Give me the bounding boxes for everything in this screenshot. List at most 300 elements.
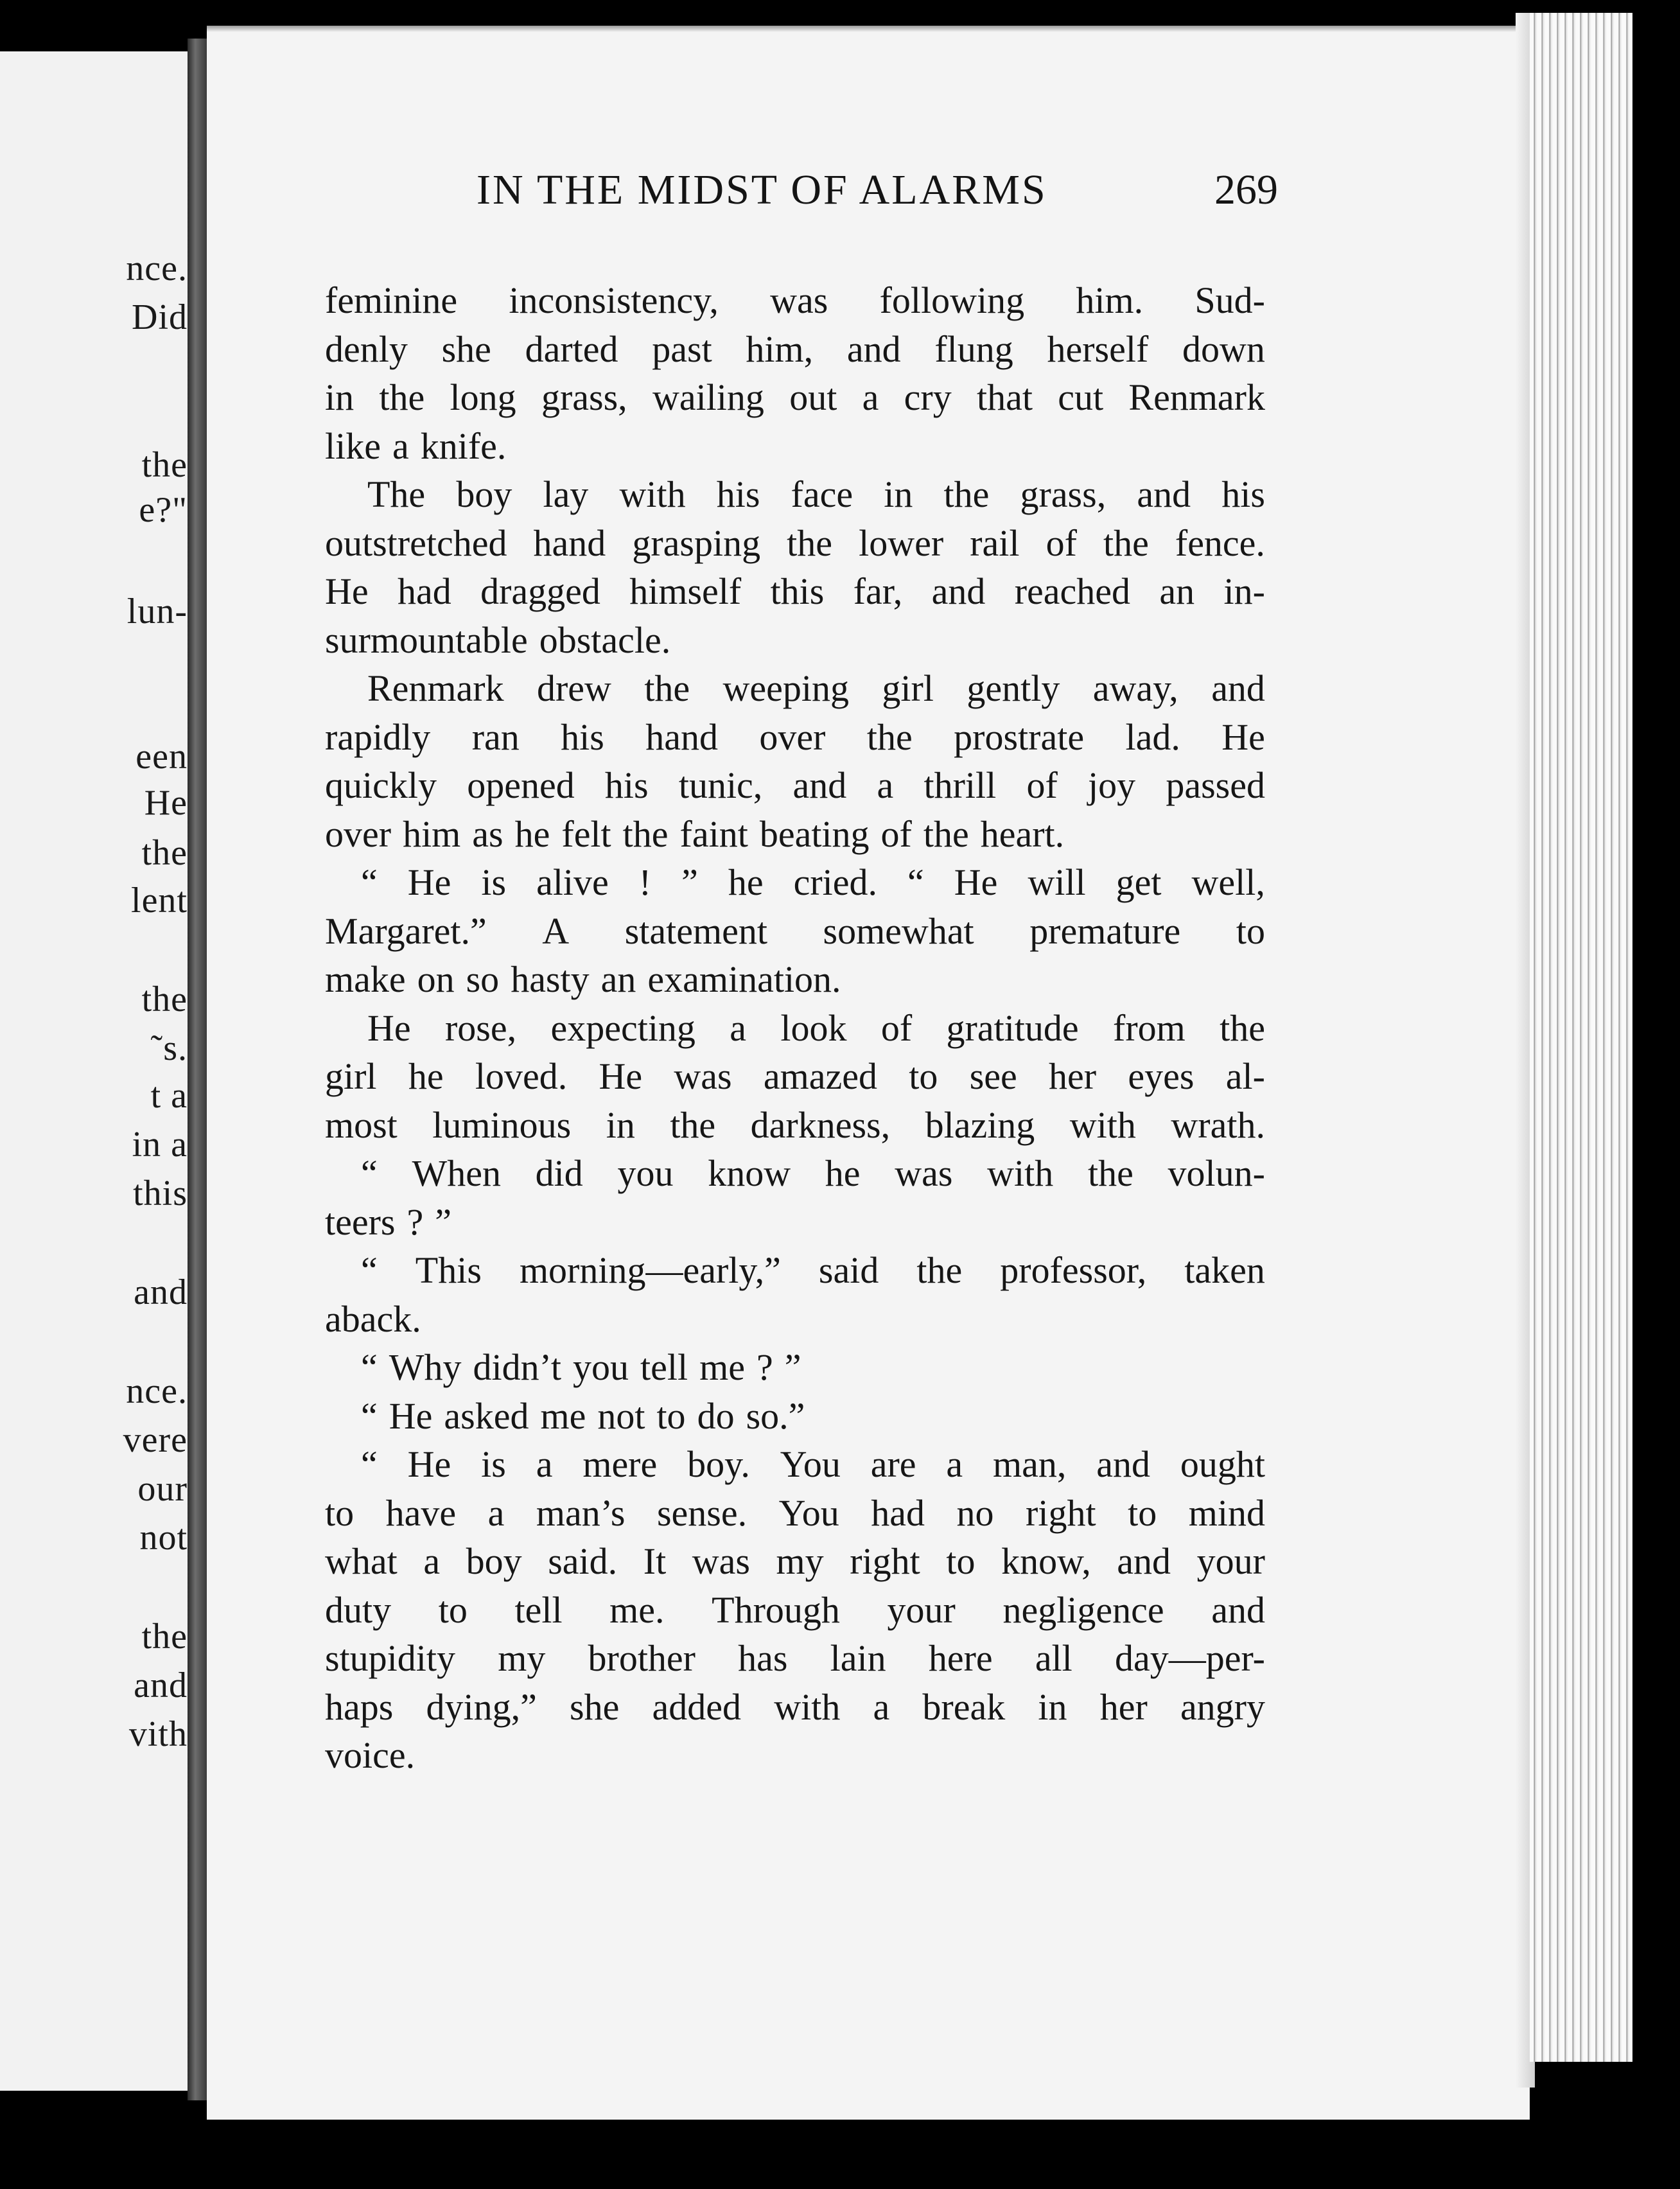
word: lower xyxy=(859,522,944,564)
word: in xyxy=(1038,1685,1067,1728)
word: angry xyxy=(1180,1685,1265,1728)
word: a xyxy=(862,376,879,418)
word: outstretched xyxy=(325,522,507,564)
word: statement xyxy=(624,910,767,952)
word: with xyxy=(774,1685,841,1728)
word: brother xyxy=(588,1637,696,1679)
word: Margaret.” xyxy=(325,910,487,952)
word: sense. xyxy=(656,1491,748,1534)
word: and xyxy=(792,764,847,806)
facing-page-fragment: Did xyxy=(132,297,188,337)
word: the xyxy=(1103,522,1149,564)
facing-page-fragment: nce. xyxy=(126,249,188,288)
word: beating xyxy=(759,813,870,855)
word: examination. xyxy=(647,958,841,1000)
word: your xyxy=(887,1588,956,1631)
word: gratitude xyxy=(946,1007,1079,1049)
text-line xyxy=(325,1392,1265,1441)
word: heart. xyxy=(980,813,1065,855)
word: teers xyxy=(325,1200,396,1243)
word: boy xyxy=(456,473,512,515)
word: lain xyxy=(830,1637,886,1679)
word: not xyxy=(597,1394,645,1437)
word: blazing xyxy=(925,1103,1035,1146)
word: will xyxy=(1028,861,1086,903)
word: ? xyxy=(756,1346,773,1388)
word: Through xyxy=(712,1588,840,1631)
word: me xyxy=(540,1394,586,1437)
word: was xyxy=(692,1540,750,1582)
word: feminine xyxy=(325,279,458,321)
word: face xyxy=(791,473,853,515)
word: down xyxy=(1182,328,1265,370)
text-line xyxy=(325,422,1265,471)
word: of xyxy=(880,813,912,855)
word: man’s xyxy=(536,1491,626,1534)
word: tell xyxy=(640,1346,688,1388)
word: day—per- xyxy=(1114,1637,1265,1679)
word: you xyxy=(617,1152,674,1194)
word: the xyxy=(923,813,969,855)
facing-page-fragment: this xyxy=(133,1174,188,1213)
word: of xyxy=(880,1007,913,1049)
word: haps xyxy=(325,1685,394,1728)
facing-page-fragment: lent xyxy=(131,881,188,920)
facing-page-fragment: vith xyxy=(128,1714,188,1754)
word: she xyxy=(570,1685,620,1728)
word: was xyxy=(674,1055,732,1097)
word: have xyxy=(385,1491,457,1534)
word: me. xyxy=(609,1588,665,1631)
word: wailing xyxy=(652,376,764,418)
text-line xyxy=(325,1004,1265,1053)
word: and xyxy=(1211,667,1265,709)
word: cut xyxy=(1058,376,1104,418)
word: alive xyxy=(536,861,609,903)
facing-page-fragment: ˜s. xyxy=(150,1028,188,1068)
text-line xyxy=(325,907,1265,956)
word: the xyxy=(622,813,669,855)
text-line xyxy=(325,1101,1265,1150)
facing-page-fragment: the xyxy=(141,980,188,1019)
word: get xyxy=(1116,861,1162,903)
word: weeping xyxy=(722,667,850,709)
word: so.” xyxy=(746,1394,805,1437)
facing-page-fragment: and xyxy=(134,1272,188,1312)
word: himself xyxy=(629,570,742,612)
word: drew xyxy=(536,667,611,709)
word: reached xyxy=(1014,570,1131,612)
facing-page-fragment: and xyxy=(134,1666,188,1705)
word: He xyxy=(1221,716,1265,758)
word: didn’t xyxy=(473,1346,561,1388)
page-top-edge xyxy=(207,26,1530,32)
word: in xyxy=(606,1103,635,1146)
facing-page-fragment: in a xyxy=(132,1125,188,1165)
text-line xyxy=(325,761,1265,810)
word: make xyxy=(325,958,406,1000)
text-line xyxy=(325,1295,1265,1344)
word: most xyxy=(325,1103,398,1146)
word: tunic, xyxy=(678,764,763,806)
word: and xyxy=(846,328,901,370)
word: It xyxy=(643,1540,667,1582)
word: He xyxy=(389,1394,433,1437)
word: quickly xyxy=(325,764,437,806)
word: When xyxy=(412,1152,501,1194)
word: cried. xyxy=(793,861,878,903)
word: the xyxy=(943,473,990,515)
page-gutter xyxy=(188,39,207,2100)
word: to xyxy=(438,1588,468,1631)
word: felt xyxy=(561,813,611,855)
word: of xyxy=(1046,522,1077,564)
word: girl xyxy=(325,1055,377,1097)
word: ” xyxy=(435,1200,451,1243)
word: of xyxy=(1026,764,1058,806)
word: boy. xyxy=(687,1443,750,1485)
word: ? xyxy=(407,1200,424,1243)
word: no xyxy=(956,1491,994,1534)
word: the xyxy=(379,376,425,418)
word: said. xyxy=(548,1540,618,1582)
word: somewhat xyxy=(823,910,974,952)
word: is xyxy=(481,1443,506,1485)
word: thrill xyxy=(923,764,997,806)
text-line xyxy=(325,1198,1265,1247)
word: taken xyxy=(1184,1249,1265,1291)
word: her xyxy=(1099,1685,1148,1728)
word: know xyxy=(708,1152,791,1194)
word: hand xyxy=(645,716,719,758)
word: a xyxy=(730,1007,747,1049)
word: over xyxy=(759,716,826,758)
word: past xyxy=(652,328,712,370)
word: the xyxy=(670,1103,716,1146)
word: stupidity xyxy=(325,1637,456,1679)
word: “ xyxy=(361,861,378,903)
word: like xyxy=(325,425,381,467)
word: rose, xyxy=(444,1007,517,1049)
word: his xyxy=(1221,473,1265,515)
word: “ xyxy=(361,1443,378,1485)
word: surmountable xyxy=(325,619,528,661)
word: so xyxy=(466,958,500,1000)
word: he xyxy=(408,1055,444,1097)
word: “ xyxy=(361,1249,378,1291)
word: are xyxy=(870,1443,916,1485)
word: he xyxy=(825,1152,861,1194)
word: following xyxy=(879,279,1025,321)
text-line xyxy=(325,616,1265,665)
word: had xyxy=(871,1491,925,1534)
word: the xyxy=(866,716,913,758)
word: “ xyxy=(361,1152,378,1194)
word: to xyxy=(1128,1491,1157,1534)
word: cry xyxy=(904,376,952,418)
text-line xyxy=(325,1683,1265,1732)
word: ! xyxy=(638,861,652,903)
text-line xyxy=(325,664,1265,713)
word: to xyxy=(1236,910,1265,952)
word: This xyxy=(415,1249,482,1291)
word: faint xyxy=(679,813,748,855)
word: He xyxy=(954,861,998,903)
page-number: 269 xyxy=(1214,166,1278,213)
text-line xyxy=(325,1052,1265,1101)
word: rapidly xyxy=(325,716,431,758)
word: she xyxy=(441,328,491,370)
word: duty xyxy=(325,1588,392,1631)
word: did xyxy=(535,1152,583,1194)
facing-page-left xyxy=(0,51,188,2091)
word: eyes xyxy=(1128,1055,1194,1097)
word: with xyxy=(1069,1103,1136,1146)
word: my xyxy=(776,1540,824,1582)
word: him, xyxy=(746,328,814,370)
word: The xyxy=(367,473,426,515)
word: luminous xyxy=(432,1103,572,1146)
word: gently xyxy=(967,667,1060,709)
word: grass, xyxy=(1020,473,1107,515)
word: al- xyxy=(1225,1055,1265,1097)
word: wrath. xyxy=(1171,1103,1265,1146)
word: a xyxy=(873,1685,890,1728)
word: him xyxy=(403,813,461,855)
word: amazed xyxy=(763,1055,877,1097)
word: boy xyxy=(466,1540,522,1582)
word: on xyxy=(417,958,455,1000)
word: her xyxy=(1049,1055,1097,1097)
word: had xyxy=(397,570,451,612)
word: herself xyxy=(1047,328,1149,370)
word: flung xyxy=(934,328,1013,370)
word: dying,” xyxy=(426,1685,537,1728)
word: darkness, xyxy=(750,1103,891,1146)
word: prostrate xyxy=(954,716,1085,758)
word: an xyxy=(600,958,636,1000)
word: his xyxy=(716,473,760,515)
word: and xyxy=(1117,1540,1171,1582)
text-line xyxy=(325,519,1265,568)
word: that xyxy=(976,376,1033,418)
running-head xyxy=(270,166,1278,224)
word: professor, xyxy=(1000,1249,1147,1291)
word: a xyxy=(423,1540,441,1582)
word: Sud- xyxy=(1194,279,1265,321)
text-line xyxy=(325,955,1265,1004)
word: denly xyxy=(325,328,408,370)
word: an xyxy=(1159,570,1195,612)
word: has xyxy=(738,1637,788,1679)
word: is xyxy=(481,861,507,903)
word: his xyxy=(604,764,649,806)
word: a xyxy=(392,425,409,467)
text-line xyxy=(325,1586,1265,1635)
word: from xyxy=(1113,1007,1186,1049)
text-line xyxy=(325,325,1265,374)
word: hasty xyxy=(511,958,590,1000)
word: volun- xyxy=(1168,1152,1265,1194)
word: his xyxy=(561,716,604,758)
facing-page-fragment: lun- xyxy=(127,592,188,631)
word: He xyxy=(407,861,451,903)
word: girl xyxy=(882,667,934,709)
word: with xyxy=(987,1152,1054,1194)
word: ” xyxy=(681,861,698,903)
word: in- xyxy=(1223,570,1265,612)
word: premature xyxy=(1029,910,1181,952)
word: passed xyxy=(1166,764,1265,806)
word: as xyxy=(472,813,503,855)
facing-page-fragment: nce. xyxy=(126,1371,188,1411)
word: “ xyxy=(907,861,924,903)
word: he xyxy=(728,861,764,903)
word: grass, xyxy=(541,376,627,418)
word: with xyxy=(619,473,686,515)
word: tell xyxy=(514,1588,563,1631)
word: ought xyxy=(1180,1443,1265,1485)
facing-page-fragment: t a xyxy=(150,1076,188,1116)
word: loved. xyxy=(475,1055,568,1097)
word: and xyxy=(1096,1443,1150,1485)
word: this xyxy=(770,570,825,612)
word: aback. xyxy=(325,1297,421,1340)
word: “ xyxy=(361,1394,378,1437)
text-line xyxy=(325,1343,1265,1392)
word: well, xyxy=(1191,861,1265,903)
word: what xyxy=(325,1540,398,1582)
word: A xyxy=(542,910,570,952)
word: ” xyxy=(784,1346,801,1388)
word: a xyxy=(536,1443,553,1485)
text-line xyxy=(325,713,1265,762)
word: was xyxy=(770,279,828,321)
word: to xyxy=(656,1394,686,1437)
text-line xyxy=(325,1149,1265,1198)
word: “ xyxy=(361,1346,378,1388)
word: He xyxy=(599,1055,643,1097)
word: the xyxy=(644,667,690,709)
word: a xyxy=(946,1443,963,1485)
word: long xyxy=(450,376,516,418)
word: to xyxy=(325,1491,354,1534)
word: in xyxy=(325,376,354,418)
word: inconsistency, xyxy=(509,279,719,321)
word: said xyxy=(818,1249,879,1291)
word: know, xyxy=(1001,1540,1091,1582)
word: He xyxy=(367,1007,411,1049)
facing-page-fragment: the xyxy=(141,833,188,873)
word: darted xyxy=(525,328,618,370)
facing-page-fragment: the xyxy=(141,445,188,485)
word: You xyxy=(778,1491,839,1534)
word: dragged xyxy=(480,570,600,612)
word: mere xyxy=(582,1443,658,1485)
text-line xyxy=(325,373,1265,422)
text-line xyxy=(325,1489,1265,1538)
word: him. xyxy=(1076,279,1144,321)
word: do xyxy=(697,1394,735,1437)
word: obstacle. xyxy=(539,619,671,661)
word: over xyxy=(325,813,392,855)
text-line xyxy=(325,1731,1265,1780)
text-line xyxy=(325,567,1265,616)
text-line xyxy=(325,1440,1265,1489)
text-line xyxy=(325,276,1265,325)
word: the xyxy=(787,522,833,564)
word: and xyxy=(1211,1588,1265,1631)
text-line xyxy=(325,810,1265,859)
word: added xyxy=(652,1685,742,1728)
facing-page-fragment: vere xyxy=(123,1420,188,1460)
word: all xyxy=(1035,1637,1072,1679)
word: here xyxy=(928,1637,993,1679)
word: far, xyxy=(853,570,903,612)
word: the xyxy=(1220,1007,1265,1049)
word: a xyxy=(487,1491,505,1534)
word: Renmark xyxy=(1128,376,1265,418)
word: break xyxy=(922,1685,1006,1728)
word: and xyxy=(1137,473,1191,515)
word: to xyxy=(909,1055,938,1097)
word: out xyxy=(789,376,837,418)
word: voice. xyxy=(325,1734,416,1776)
word: away, xyxy=(1092,667,1178,709)
word: lay xyxy=(543,473,589,515)
word: negligence xyxy=(1002,1588,1164,1631)
word: He xyxy=(325,570,369,612)
word: morning—early,” xyxy=(519,1249,781,1291)
word: You xyxy=(780,1443,841,1485)
word: and xyxy=(931,570,986,612)
text-line xyxy=(325,1246,1265,1295)
word: knife. xyxy=(420,425,507,467)
word: see xyxy=(969,1055,1017,1097)
word: your xyxy=(1196,1540,1265,1582)
word: mind xyxy=(1188,1491,1265,1534)
word: he xyxy=(514,813,550,855)
word: hand xyxy=(533,522,606,564)
word: you xyxy=(573,1346,629,1388)
word: look xyxy=(780,1007,847,1049)
body-text xyxy=(325,276,1265,1780)
word: to xyxy=(946,1540,976,1582)
facing-page-fragment: een xyxy=(136,737,188,777)
word: was xyxy=(895,1152,953,1194)
word: ran xyxy=(471,716,520,758)
facing-page-fragment: not xyxy=(139,1518,188,1558)
word: the xyxy=(916,1249,963,1291)
facing-page-fragment: our xyxy=(137,1469,188,1509)
text-line xyxy=(325,858,1265,907)
word: in xyxy=(884,473,913,515)
facing-page-fragment: the xyxy=(141,1617,188,1657)
word: my xyxy=(498,1637,546,1679)
word: rail xyxy=(970,522,1020,564)
word: lad. xyxy=(1125,716,1180,758)
running-title: IN THE MIDST OF ALARMS xyxy=(477,166,1047,213)
word: right xyxy=(850,1540,920,1582)
text-line xyxy=(325,1634,1265,1683)
word: grasping xyxy=(632,522,761,564)
word: He xyxy=(407,1443,451,1485)
facing-page-fragment: He xyxy=(144,783,188,823)
word: right xyxy=(1026,1491,1096,1534)
book-fore-edge xyxy=(1530,13,1632,2062)
word: Why xyxy=(389,1346,462,1388)
word: joy xyxy=(1088,764,1136,806)
